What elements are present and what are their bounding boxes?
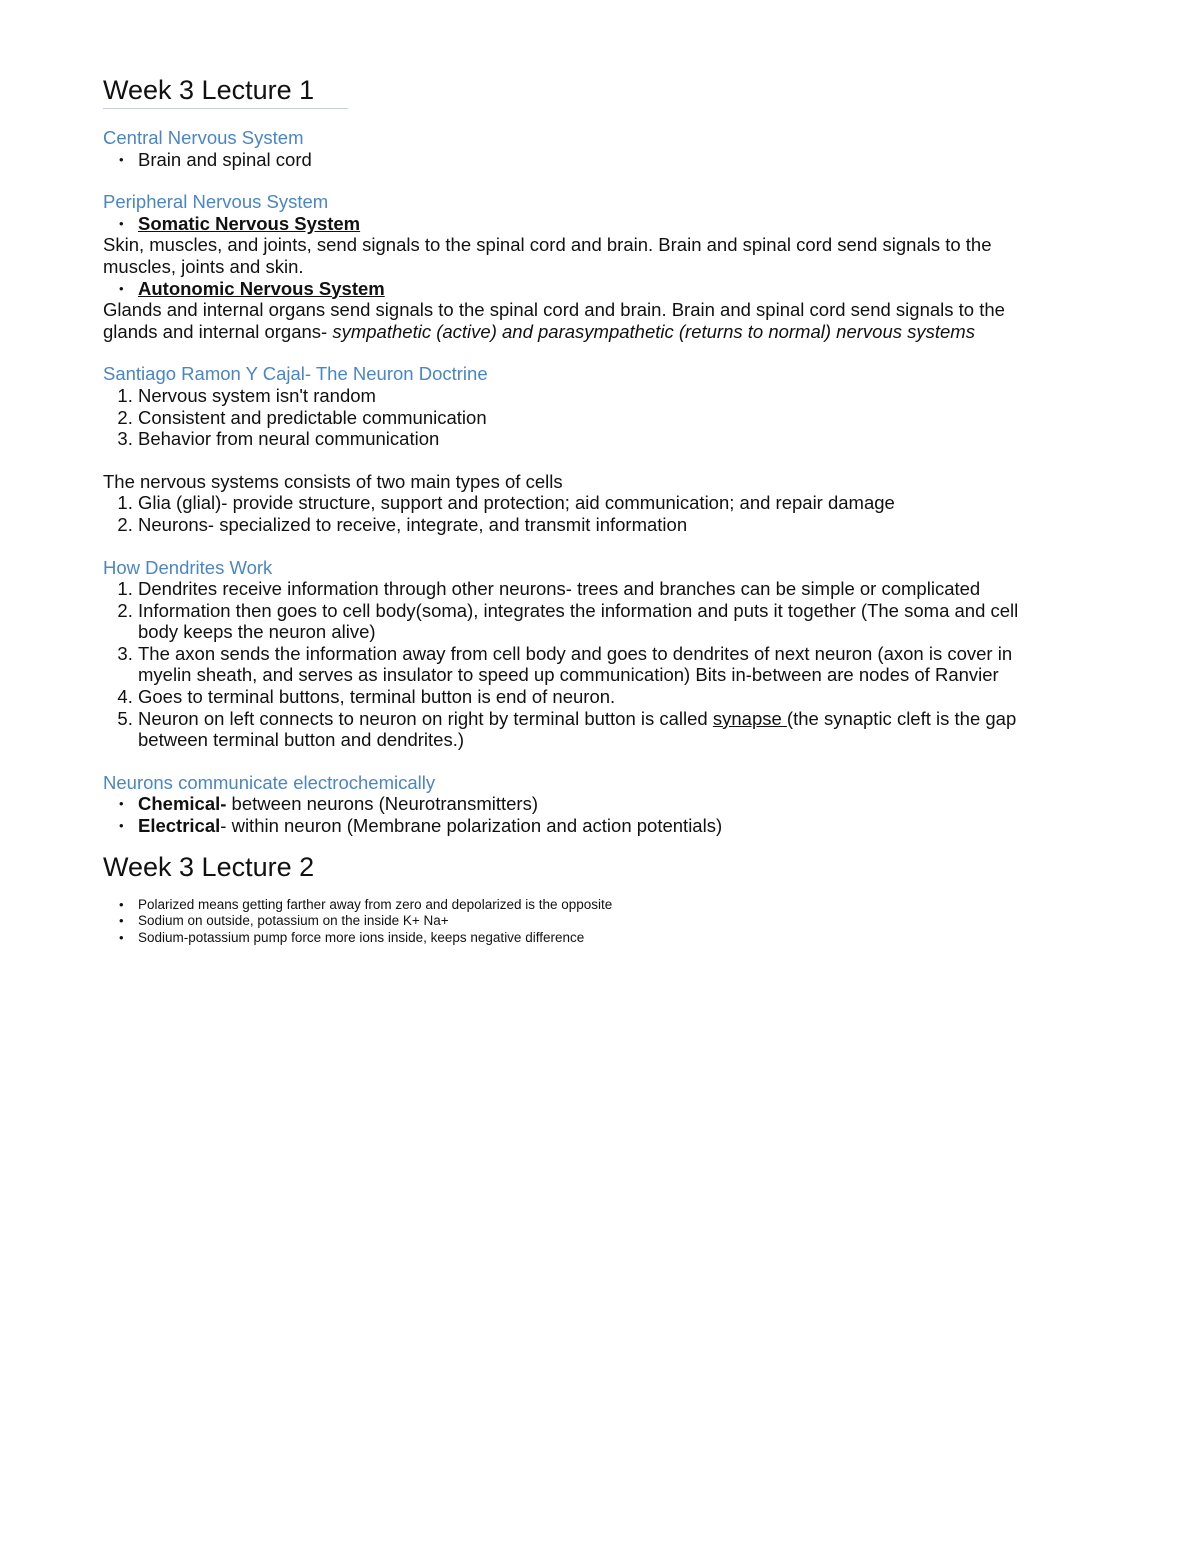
list-item: 1. Glia (glial)- provide structure, support and protection; aid communication; and repair damage xyxy=(138,492,1043,514)
document-content xyxy=(103,74,1043,946)
dendrites-list xyxy=(103,578,1043,751)
electrical-text: - within neuron (Membrane polarization and action potentials) xyxy=(220,815,723,837)
autonomic-paragraph xyxy=(103,299,1043,342)
electrical-label: Electrical xyxy=(138,815,221,837)
cells-list xyxy=(103,492,1043,535)
list-item: • Brain and spinal cord xyxy=(119,149,1043,171)
list-item: 3. The axon sends the information away from cell body and goes to dendrites of next neuron (axon is cover in myelin sheath, and serves as insulator to speed up communication) Bits in-between are nodes of Ranvier xyxy=(138,643,1043,686)
doctrine-heading: Santiago Ramon Y Cajal- The Neuron Doctrine xyxy=(103,363,488,385)
list-item: 1. Dendrites receive information through other neurons- trees and branches can be simple or complicated xyxy=(138,578,1043,600)
synapse-pre: Neuron on left connects to neuron on right by terminal button is called xyxy=(138,707,713,729)
pns-heading: Peripheral Nervous System xyxy=(103,191,329,213)
autonomic-text: Glands and internal organs send signals to the spinal cord and brain. Brain and spinal cord send signals to the glands and internal organs- xyxy=(103,299,1005,342)
dendrites-heading: How Dendrites Work xyxy=(103,556,273,578)
list-item xyxy=(119,213,1043,235)
lecture-1-title: Week 3 Lecture 1 xyxy=(103,74,348,109)
lecture-2-list xyxy=(103,897,1043,947)
list-item: 2. Neurons- specialized to receive, integrate, and transmit information xyxy=(138,514,1043,536)
list-item: • Sodium-potassium pump force more ions inside, keeps negative difference xyxy=(119,930,1043,947)
chemical-label: Chemical- xyxy=(138,793,227,815)
list-item xyxy=(138,708,1043,751)
cns-heading: Central Nervous System xyxy=(103,127,304,148)
list-item: • Polarized means getting farther away from zero and depolarized is the opposite xyxy=(119,897,1043,914)
list-item xyxy=(119,793,1043,815)
list-item: 1. Nervous system isn't random xyxy=(138,385,1043,407)
electro-heading: Neurons communicate electrochemically xyxy=(103,771,436,793)
autonomic-list xyxy=(103,278,1043,300)
somatic-list xyxy=(103,213,1043,235)
list-item xyxy=(119,815,1043,837)
autonomic-italic: sympathetic (active) and parasympathetic (returns to normal) nervous systems xyxy=(332,320,975,342)
cns-list xyxy=(103,149,1043,171)
list-item: 2. Information then goes to cell body(soma), integrates the information and puts it together (The soma and cell body keeps the neuron alive) xyxy=(138,600,1043,643)
doctrine-list xyxy=(103,385,1043,450)
list-item: • Sodium on outside, potassium on the inside K+ Na+ xyxy=(119,913,1043,930)
synapse-term: synapse xyxy=(712,707,787,729)
list-item xyxy=(119,278,1043,300)
electro-list xyxy=(103,793,1043,836)
cells-intro: The nervous systems consists of two main types of cells xyxy=(103,470,563,492)
somatic-label: Somatic Nervous System xyxy=(138,212,361,234)
list-item: 2. Consistent and predictable communication xyxy=(138,407,1043,429)
lecture-2-title: Week 3 Lecture 2 xyxy=(103,851,315,882)
somatic-text: Skin, muscles, and joints, send signals to the spinal cord and brain. Brain and spinal cord send signals to the muscles, joints and skin. xyxy=(103,234,992,277)
list-item: 4. Goes to terminal buttons, terminal button is end of neuron. xyxy=(138,686,1043,708)
chemical-text: between neurons (Neurotransmitters) xyxy=(226,793,538,815)
list-item: 3. Behavior from neural communication xyxy=(138,428,1043,450)
autonomic-label: Autonomic Nervous System xyxy=(138,277,385,299)
synapse-post: (the synaptic cleft is the gap between terminal button and dendrites.) xyxy=(138,707,1017,751)
